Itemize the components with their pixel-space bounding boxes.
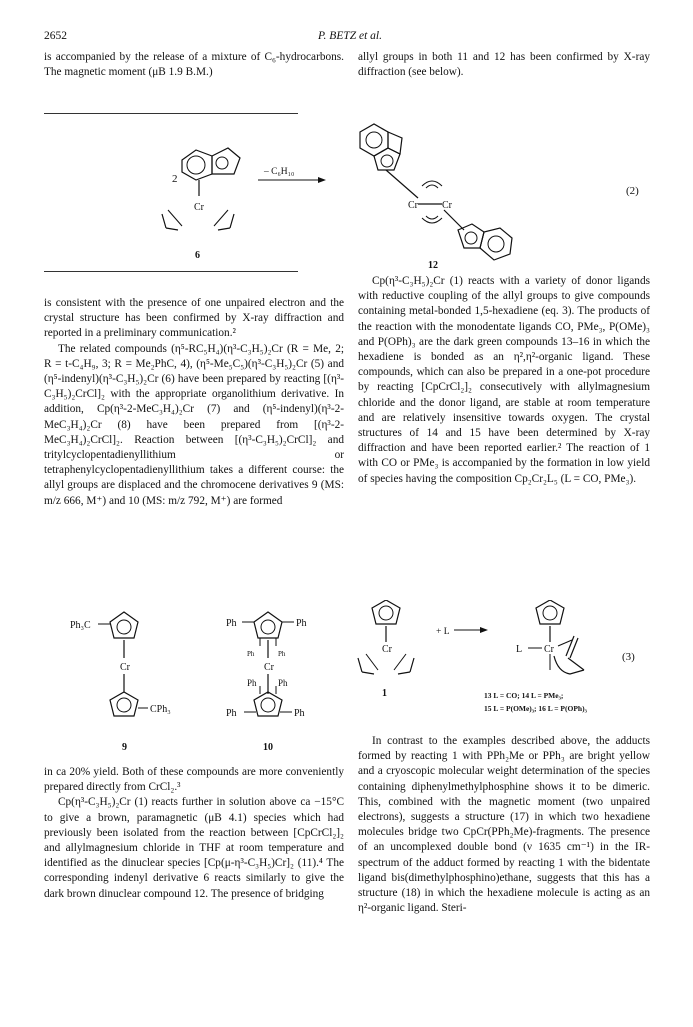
phenyl-10-bl-inner: Ph [247, 678, 257, 688]
label-compound-6: 6 [195, 250, 200, 261]
paragraph-bottom-right: In contrast to the examples described above, the adducts formed by reacting 1 with PPh₂Me or PPh₃ are bright yellow and a cryoscopic molecular weight determination of the species containing diphenylmethylphosphine shows it to be dimeric. This, combined with the magnetic moment (two unpaired electrons), suggests a structure (17) in which two hexadiene molecules bridge two CpCr(PPh₂Me)-fragments. The presence of an uncomplexed double bond (ν 1635 cm⁻¹) in the IR-spectrum of the adduct formed by reacting 1 with the bidentate ligand bis(dimethylphosphino)ethane, suggests that this has a structure (18) in which the hexadiene molecule is acting as an η²-organic ligand. Steri- [358, 735, 650, 915]
coefficient-2: 2 [172, 173, 178, 185]
label-compound-1: 1 [382, 688, 387, 699]
metal-cr-9: Cr [120, 662, 130, 673]
reagent-plus-l: + L [436, 627, 450, 637]
phenyl-10-br: Ph [294, 708, 305, 719]
ligand-l: L [516, 644, 523, 655]
paragraph-mid-left: is consistent with the presence of one unpaired electron and the crystal structure has been confirmed by X-ray diffraction and reported in a preliminary communication.² The related compounds (η⁵-RC₅H₄)(η³-C₃H₅)₂Cr (R = Me, 2; R = t-C₄H₉, 3; R = Me₂PhC, 4), (η⁵-Me₅C₅)(η³-C₃H₅)₂Cr (5) and (η⁵-indenyl)(η³-C₃H₅)₂Cr (6) have been prepared by reacting [(η³-C₃H₅)₂CrCl]₂ with the appropriate organolithium derivative. In addition, Cp(η³-2-MeC₃H₄)₂Cr (7) and (η⁵-indenyl)(η³-2-MeC₃H₄)₂Cr (8) have been prepared from [(η³-2-MeC₃H₄)₂CrCl]₂. Reaction between [(η³-C₃H₅)₂CrCl]₂ and tritylcyclopentadienyllithium or tetraphenylcyclopentadienyllithium takes a different course: the allyl groups are displaced and the chromocene derivatives 9 (MS: m/z 666, M⁺) and 10 (MS: m/z 792, M⁺) are formed [44, 297, 344, 507]
phenyl-10-mr: Ph [278, 650, 286, 658]
metal-cr-1: Cr [382, 644, 392, 655]
hexadiene-complex-13-16 [528, 600, 584, 674]
arrow-head-3 [480, 627, 488, 633]
phenyl-10-ml: Ph [247, 650, 255, 658]
products-legend-1: 13 L = CO; 14 L = PMe₃; [484, 691, 564, 700]
divider-mid [44, 271, 298, 272]
divider-top [44, 113, 298, 114]
phenyl-10-br-inner: Ph [278, 678, 288, 688]
phenyl-10-bl: Ph [226, 708, 237, 719]
arrow-head [318, 177, 326, 183]
metal-cr-10: Cr [264, 662, 274, 673]
label-compound-9: 9 [122, 742, 127, 753]
indenyl-complex-6 [162, 148, 240, 230]
paragraph-bottom-left: in ca 20% yield. Both of these compounds are more conveniently prepared directly from CrCl₂.³ Cp(η³-C₃H₅)₂Cr (1) reacts further in solution above ca −15°C to give a brown, paramagnetic (μB 4.1) species which had previously been isolated from the reaction between [CpCrCl₂]₂ and allylmagnesium chloride in THF at room temperature and identified as the dinuclear species [Cp(μ-η³-C₃H₅)Cr]₂ (11).⁴ The corresponding indenyl derivative 6 reacts similarly to give the dark brown dinuclear compound 12. The presence of bridging [44, 766, 344, 900]
label-compound-10: 10 [263, 742, 273, 753]
substituent-cph3: CPh₃ [150, 704, 171, 715]
phenyl-10-tr: Ph [296, 618, 307, 629]
page-number: 2652 [44, 30, 67, 42]
equation-number-2: (2) [626, 185, 639, 197]
label-compound-12: 12 [428, 260, 438, 271]
scheme-equation-2 [44, 118, 654, 274]
reagent-c6h10: – C₆H₁₀ [264, 167, 295, 177]
dinuclear-complex-12 [360, 124, 512, 260]
equation-number-3: (3) [622, 651, 635, 663]
substituent-ph3c: Ph₃C [70, 620, 91, 631]
products-legend-2: 15 L = P(OMe)₃; 16 L = P(OPh)₃ [484, 704, 587, 713]
paragraph-mid-right: Cp(η³-C₃H₅)₂Cr (1) reacts with a variety of donor ligands with reductive coupling of the allyl groups to give compounds containing metal-bonded 1,5-hexadiene (eq. 3). The products of the reaction with the monodentate ligands CO, PMe₃, P(OMe)₃ and P(OPh)₃ are the dark green compounds 13–16 in which the hexadiene is bonded as an η²,η²-organic ligand. These compounds, which can also be prepared in a one-pot procedure by reacting [CpCrCl₂]₂ consecutively with allylmagnesium chloride and the donor ligand, are stable at room temperature and are relatively insensitive towards oxygen. The crystal structures of 14 and 15 have been determined by X-ray diffraction and have been reported earlier.² The reaction of 1 with CO or PMe₃ is accompanied by the formation in low yield of species having the composition Cp₂Cr₂L₅ (L = CO, PMe₃). [358, 275, 650, 485]
paragraph-top-left: is accompanied by the release of a mixture of C₆-hydrocarbons. The magnetic moment (μB 1.9 B.M.) [44, 51, 344, 79]
paragraph-top-right: allyl groups in both 11 and 12 has been confirmed by X-ray diffraction (see below). [358, 51, 650, 79]
metal-cr-12a: Cr [408, 200, 418, 211]
running-title: P. BETZ et al. [318, 30, 383, 42]
allyl-complex-1 [358, 600, 414, 674]
metal-cr-13: Cr [544, 644, 554, 655]
phenyl-10-tl: Ph [226, 618, 237, 629]
metal-cr-12b: Cr [442, 200, 452, 211]
metal-cr-6: Cr [194, 202, 204, 213]
